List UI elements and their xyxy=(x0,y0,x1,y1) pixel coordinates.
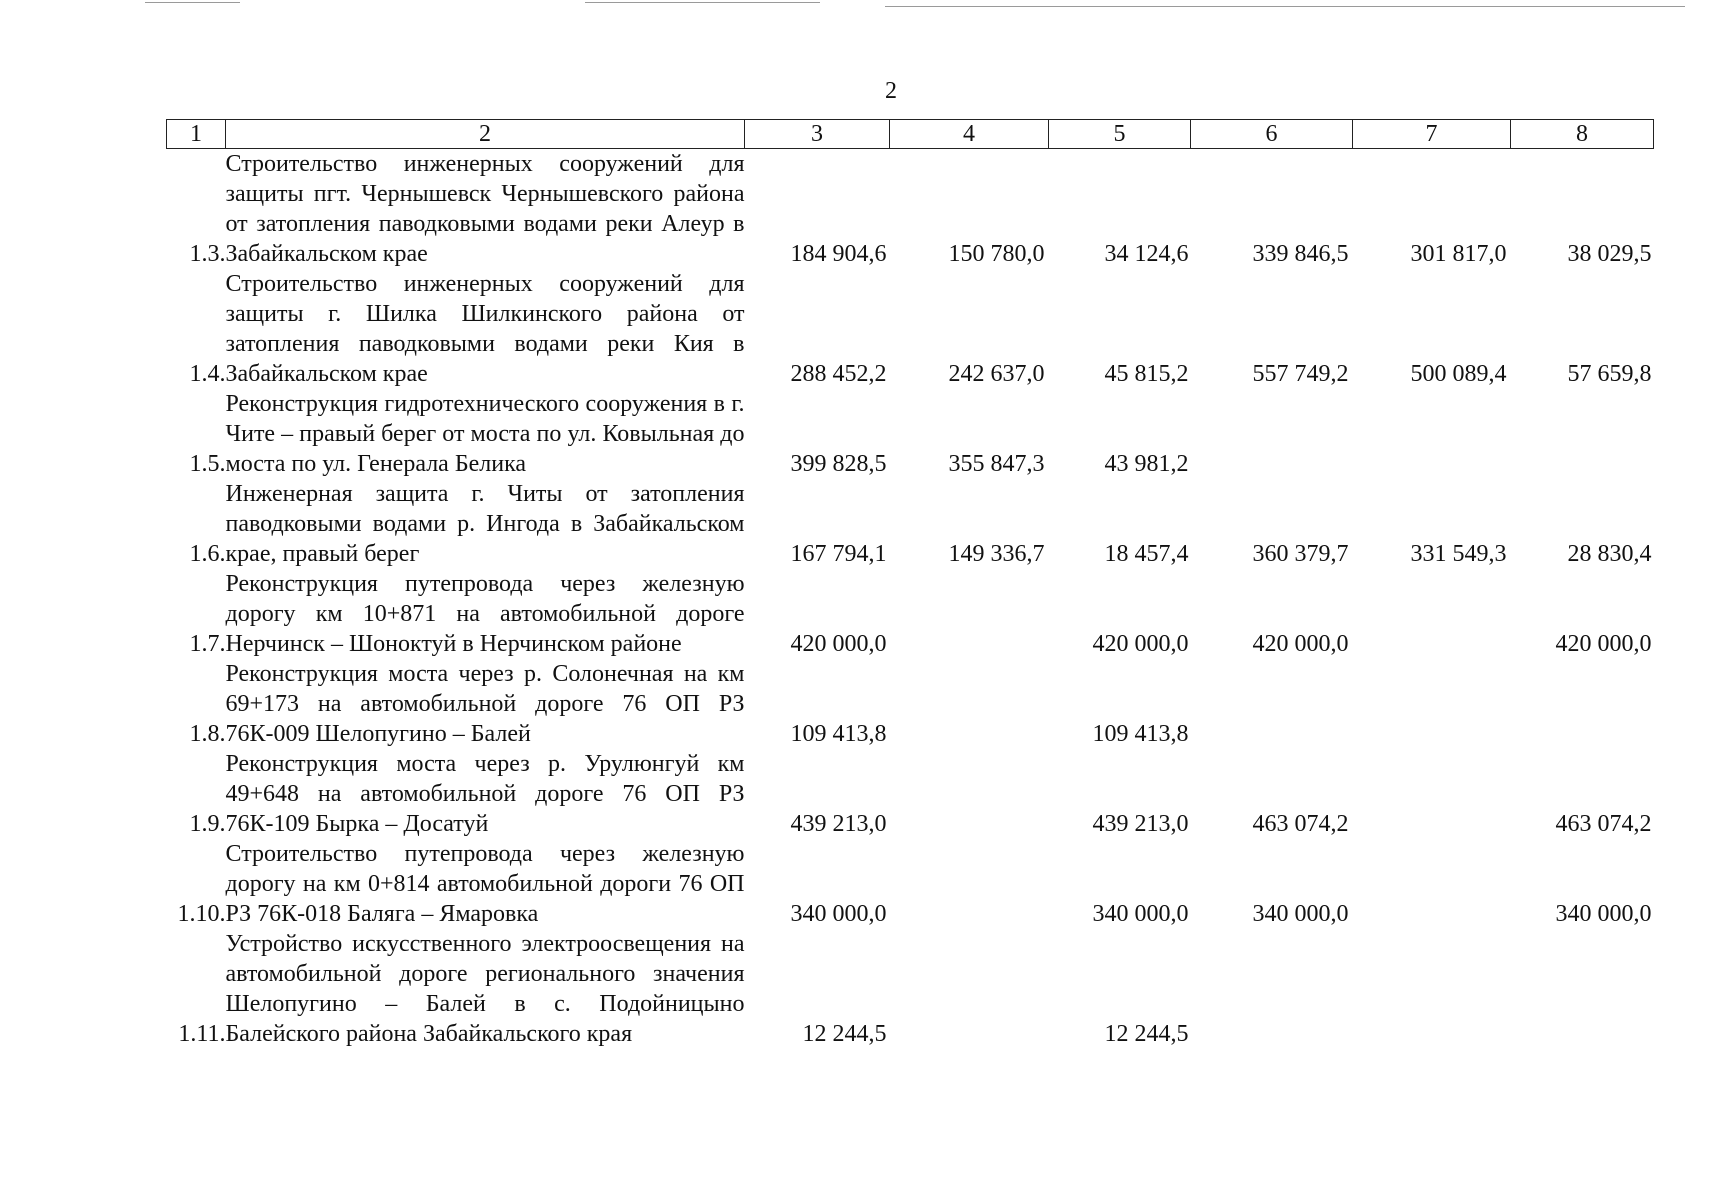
table-header xyxy=(167,120,1654,149)
value-col-8 xyxy=(1511,659,1654,749)
table-row xyxy=(167,839,1654,929)
item-number: 1.9. xyxy=(189,811,226,837)
value-col-7 xyxy=(1353,839,1511,929)
value-col-6: 339 846,5 xyxy=(1252,241,1349,267)
value-col-6: 340 000,0 xyxy=(1252,901,1349,927)
value-col-3: 399 828,5 xyxy=(790,451,887,477)
item-number: 1.6. xyxy=(189,541,226,567)
value-col-6: 463 074,2 xyxy=(1252,811,1349,837)
value-col-7: 301 817,0 xyxy=(1410,241,1507,267)
column-header: 2 xyxy=(226,120,745,149)
item-name: Реконструкция путепровода через железную дорогу км 10+871 на автомобильной дороге Нерчинск – Шоноктуй в Нерчинском районе xyxy=(225,571,745,657)
value-col-4 xyxy=(890,839,1049,929)
budget-table xyxy=(166,119,1654,1049)
item-name: Инженерная защита г. Читы от затопления паводковыми водами р. Ингода в Забайкальском крае, правый берег xyxy=(225,481,745,567)
value-col-7: 500 089,4 xyxy=(1410,361,1507,387)
value-col-3: 288 452,2 xyxy=(790,361,887,387)
item-number: 1.3. xyxy=(189,241,226,267)
table-row xyxy=(167,749,1654,839)
value-col-4: 355 847,3 xyxy=(948,451,1045,477)
table-row xyxy=(167,149,1654,270)
table-row xyxy=(167,659,1654,749)
column-header: 7 xyxy=(1353,120,1511,149)
value-col-6: 360 379,7 xyxy=(1252,541,1349,567)
value-col-5: 340 000,0 xyxy=(1092,901,1189,927)
column-header: 4 xyxy=(890,120,1049,149)
page-number: 2 xyxy=(885,78,897,104)
value-col-8: 420 000,0 xyxy=(1555,631,1652,657)
scan-artifact-line xyxy=(145,2,240,3)
value-col-4 xyxy=(890,659,1049,749)
value-col-8 xyxy=(1511,929,1654,1049)
value-col-3: 420 000,0 xyxy=(790,631,887,657)
value-col-8: 57 659,8 xyxy=(1567,361,1652,387)
value-col-7 xyxy=(1353,749,1511,839)
scan-artifact-line xyxy=(885,6,1685,7)
table-row xyxy=(167,389,1654,479)
value-col-7 xyxy=(1353,929,1511,1049)
item-name: Реконструкция моста через р. Урулюнгуй км 49+648 на автомобильной дороге 76 ОП РЗ 76К-109 Бырка – Досатуй xyxy=(225,751,745,837)
item-name: Строительство инженерных сооружений для защиты пгт. Чернышевск Чернышевского района от затопления паводковыми водами реки Алеур в Забайкальском крае xyxy=(225,151,745,267)
item-name: Строительство инженерных сооружений для защиты г. Шилка Шилкинского района от затопления паводковыми водами реки Кия в Забайкальском крае xyxy=(225,271,745,387)
value-col-3: 167 794,1 xyxy=(790,541,887,567)
value-col-8: 463 074,2 xyxy=(1555,811,1652,837)
column-header: 1 xyxy=(167,120,226,149)
value-col-8 xyxy=(1511,389,1654,479)
table-row xyxy=(167,479,1654,569)
item-number: 1.4. xyxy=(189,361,226,387)
scan-artifact-line xyxy=(585,2,820,3)
item-number: 1.8. xyxy=(189,721,226,747)
value-col-5: 439 213,0 xyxy=(1092,811,1189,837)
value-col-5: 18 457,4 xyxy=(1104,541,1189,567)
value-col-3: 340 000,0 xyxy=(790,901,887,927)
value-col-6 xyxy=(1191,929,1353,1049)
item-name: Реконструкция гидротехнического сооружения в г. Чите – правый берег от моста по ул. Ковыльная до моста по ул. Генерала Белика xyxy=(225,391,745,477)
value-col-3: 12 244,5 xyxy=(802,1021,887,1047)
value-col-6: 557 749,2 xyxy=(1252,361,1349,387)
value-col-6 xyxy=(1191,389,1353,479)
value-col-5: 420 000,0 xyxy=(1092,631,1189,657)
column-header: 6 xyxy=(1191,120,1353,149)
value-col-3: 184 904,6 xyxy=(790,241,887,267)
table-body xyxy=(167,149,1654,1050)
value-col-5: 12 244,5 xyxy=(1104,1021,1189,1047)
value-col-5: 109 413,8 xyxy=(1092,721,1189,747)
value-col-6 xyxy=(1191,659,1353,749)
value-col-8: 38 029,5 xyxy=(1567,241,1652,267)
column-number-row xyxy=(167,120,1654,149)
value-col-4: 150 780,0 xyxy=(948,241,1045,267)
value-col-8: 340 000,0 xyxy=(1555,901,1652,927)
item-name: Устройство искусственного электроосвещения на автомобильной дороге регионального значения Шелопугино – Балей в с. Подойницыно Балейского района Забайкальского края xyxy=(225,931,745,1047)
value-col-6: 420 000,0 xyxy=(1252,631,1349,657)
value-col-3: 439 213,0 xyxy=(790,811,887,837)
value-col-7 xyxy=(1353,659,1511,749)
value-col-4: 242 637,0 xyxy=(948,361,1045,387)
value-col-5: 45 815,2 xyxy=(1104,361,1189,387)
table-row xyxy=(167,269,1654,389)
table-row xyxy=(167,569,1654,659)
value-col-4 xyxy=(890,749,1049,839)
table-row xyxy=(167,929,1654,1049)
column-header: 5 xyxy=(1049,120,1191,149)
item-number: 1.11. xyxy=(178,1021,226,1047)
item-number: 1.10. xyxy=(177,901,226,927)
value-col-7: 331 549,3 xyxy=(1410,541,1507,567)
value-col-8: 28 830,4 xyxy=(1567,541,1652,567)
value-col-3: 109 413,8 xyxy=(790,721,887,747)
item-number: 1.7. xyxy=(189,631,226,657)
item-number: 1.5. xyxy=(189,451,226,477)
value-col-5: 34 124,6 xyxy=(1104,241,1189,267)
value-col-4: 149 336,7 xyxy=(948,541,1045,567)
value-col-5: 43 981,2 xyxy=(1104,451,1189,477)
value-col-7 xyxy=(1353,569,1511,659)
column-header: 8 xyxy=(1511,120,1654,149)
value-col-4 xyxy=(890,929,1049,1049)
item-name: Строительство путепровода через железную дорогу на км 0+814 автомобильной дороги 76 ОП РЗ 76К-018 Баляга – Ямаровка xyxy=(225,841,745,927)
column-header: 3 xyxy=(745,120,890,149)
item-name: Реконструкция моста через р. Солонечная на км 69+173 на автомобильной дороге 76 ОП РЗ 76К-009 Шелопугино – Балей xyxy=(225,661,745,747)
value-col-4 xyxy=(890,569,1049,659)
value-col-7 xyxy=(1353,389,1511,479)
